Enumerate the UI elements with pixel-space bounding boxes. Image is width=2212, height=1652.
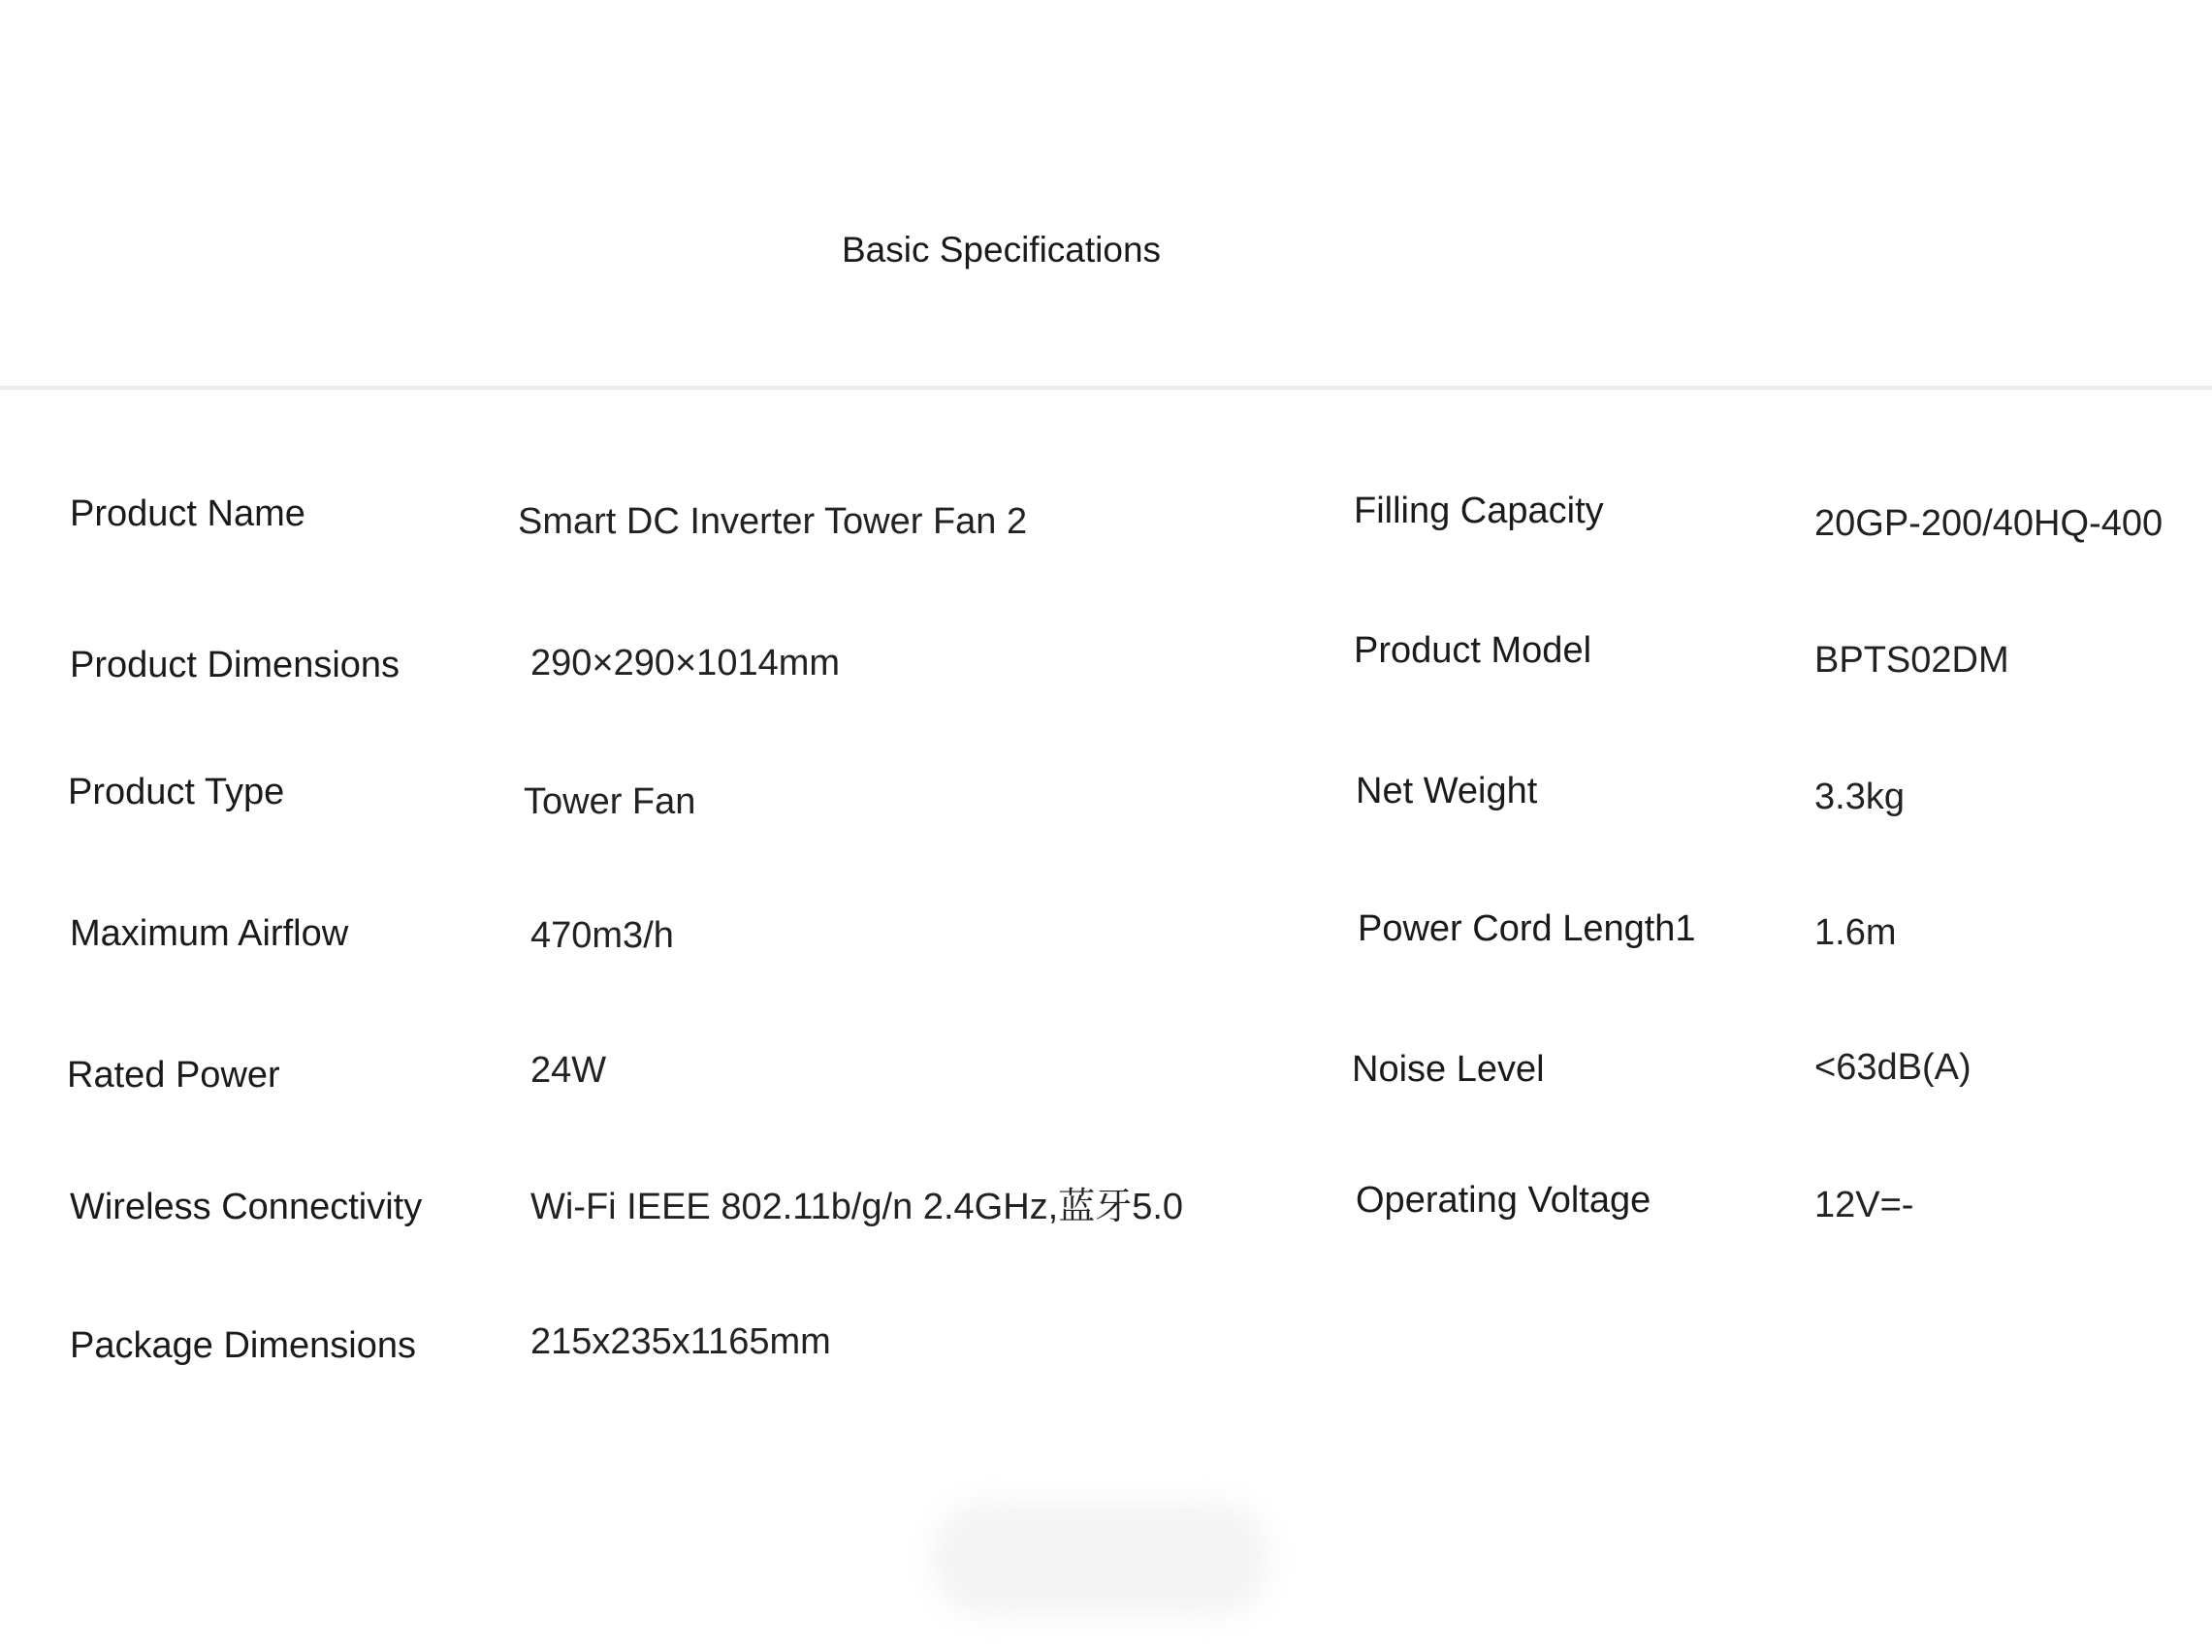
spec-value-product-model: BPTS02DM <box>1814 640 2009 681</box>
spec-label-operating-voltage: Operating Voltage <box>1356 1180 1651 1221</box>
spec-label-product-dimensions: Product Dimensions <box>70 645 401 685</box>
spec-value-package-dimensions: 215x235x1165mm <box>530 1321 831 1362</box>
spec-label-product-type: Product Type <box>68 772 285 812</box>
spec-value-noise-level: <63dB(A) <box>1814 1047 1972 1088</box>
spec-value-filling-capacity: 20GP-200/40HQ-400 <box>1814 503 2164 544</box>
spec-value-product-type: Tower Fan <box>524 781 696 822</box>
spec-label-filling-capacity: Filling Capacity <box>1354 491 1604 531</box>
background-smudge <box>931 1501 1270 1617</box>
spec-label-wireless-connectivity: Wireless Connectivity <box>70 1187 423 1227</box>
spec-label-rated-power: Rated Power <box>67 1055 280 1096</box>
spec-value-maximum-airflow: 470m3/h <box>530 915 674 956</box>
spec-label-noise-level: Noise Level <box>1352 1049 1545 1090</box>
spec-value-power-cord-length: 1.6m <box>1814 912 1897 953</box>
page-title: Basic Specifications <box>842 230 1162 270</box>
spec-value-product-dimensions: 290×290×1014mm <box>530 643 841 683</box>
spec-header <box>0 0 2212 388</box>
spec-label-product-model: Product Model <box>1354 630 1592 671</box>
spec-label-power-cord-length: Power Cord Length1 <box>1358 908 1696 949</box>
spec-value-net-weight: 3.3kg <box>1814 777 1905 817</box>
spec-label-product-name: Product Name <box>70 493 305 534</box>
spec-label-maximum-airflow: Maximum Airflow <box>70 913 349 954</box>
spec-value-wireless-connectivity: Wi-Fi IEEE 802.11b/g/n 2.4GHz,蓝牙5.0 <box>530 1187 1184 1227</box>
spec-value-operating-voltage: 12V=- <box>1814 1185 1914 1225</box>
header-divider <box>0 386 2212 390</box>
spec-label-package-dimensions: Package Dimensions <box>70 1325 416 1366</box>
spec-label-net-weight: Net Weight <box>1356 771 1538 811</box>
spec-value-product-name: Smart DC Inverter Tower Fan 2 <box>518 501 1028 542</box>
spec-value-rated-power: 24W <box>530 1050 607 1091</box>
